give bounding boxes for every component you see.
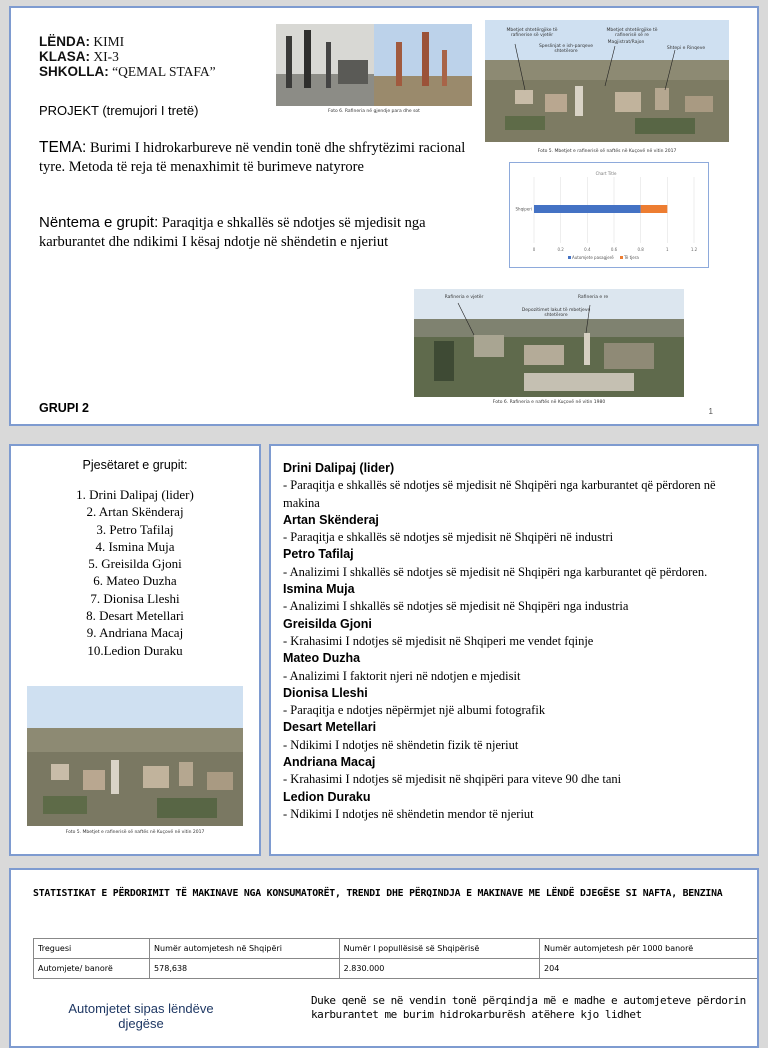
- member-item: 3. Petro Tafilaj: [96, 521, 174, 537]
- kucove-1980-caption: Foto 6. Rafineria e naftës në Kuçovë në vitin 1980: [492, 400, 606, 405]
- role-name: Andriana Macaj: [283, 755, 376, 770]
- role-item: [283, 581, 753, 616]
- role-name: Dionisa Lleshi: [283, 685, 368, 700]
- member-item: 10.Ledion Duraku: [87, 642, 183, 658]
- role-name: Ledion Duraku: [283, 789, 371, 804]
- shkolla-label: SHKOLLA:: [39, 64, 109, 79]
- role-task: - Paraqitja e shkallës së ndotjes së mjedisit në Shqipëri nga karburantet që përdoren në makina: [283, 478, 716, 510]
- lenda-value: KIMI: [93, 34, 125, 49]
- member-item: 8. Desart Metellari: [86, 608, 184, 624]
- member-item: 6. Mateo Duzha: [93, 573, 177, 589]
- slide-title: [9, 6, 759, 426]
- slide-roles: [269, 444, 759, 856]
- kucove-1980-photo: [414, 289, 684, 397]
- role-item: [283, 460, 753, 512]
- table-row: [34, 959, 759, 979]
- members-list: [11, 486, 259, 659]
- fuel-chart-svg: [510, 163, 708, 267]
- legend-swatch: [568, 256, 571, 259]
- fuel-type-chart: [509, 162, 709, 268]
- legend-label: Të tjera: [624, 255, 639, 260]
- role-item: [283, 754, 753, 789]
- group-label: GRUPI 2: [39, 401, 90, 415]
- member-item: 2. Artan Skënderaj: [86, 504, 184, 520]
- photo2-label-2: Mbetjet shtetërgjike të rafinerisë së re: [606, 28, 658, 38]
- role-name: Greisilda Gjoni: [283, 616, 372, 631]
- role-task: - Paraqitja e shkallës së ndotjes së mjedisit në Shqipëri në industri: [283, 530, 614, 545]
- role-item: [283, 685, 753, 720]
- member-item: 4. Ismina Muja: [95, 538, 175, 554]
- photo3-label-2: Rafineria e re: [577, 295, 609, 300]
- photo3-label-1: Rafineria e vjetër: [444, 295, 484, 300]
- role-item: [283, 546, 753, 581]
- members-photo-caption: Foto 5. Mbetjet e rafinerisë së naftës në Kuçovë në vitin 2017: [65, 830, 205, 835]
- topic-text: Burimi I hidrokarbureve në vendin tonë dhe shfrytëzimi racional tyre. Metoda të reja të menaxhimit të burimeve natyrore: [39, 140, 466, 175]
- project-label: PROJEKT (tremujori I tretë): [39, 103, 199, 118]
- slide-statistics: [9, 868, 759, 1048]
- role-item: [283, 650, 753, 685]
- table-header-cell: Treguesi: [34, 939, 150, 959]
- subtopic-text: Paraqitja e shkallës së ndotjes së mjedisit nga karburantet dhe ndikimi I kësaj ndotje në shëndetin e njeriut: [39, 215, 426, 250]
- slide-members: [9, 444, 261, 856]
- x-tick-label: 1.2: [690, 247, 698, 252]
- role-name: Ismina Muja: [283, 582, 355, 597]
- member-item: 7. Dionisa Lleshi: [90, 590, 180, 606]
- page-number: 1: [708, 407, 713, 416]
- kucove-2017-photo: [485, 20, 729, 142]
- member-item: 9. Andriana Macaj: [86, 625, 184, 641]
- member-item: 1. Drini Dalipaj (lider): [76, 487, 194, 502]
- role-item: [283, 616, 753, 651]
- bar-other: [641, 205, 668, 213]
- role-task: - Analizimi I faktorit njeri në ndotjen e mjedisit: [283, 668, 521, 683]
- roles-list: [283, 460, 753, 823]
- statistics-title: STATISTIKAT E PËRDORIMIT TË MAKINAVE NGA KONSUMATORËT, TRENDI DHE PËRQINDJA E MAKINAVE ME LËNDË DJEGËSE SI NAFTA, BENZINA: [33, 888, 723, 899]
- role-item: [283, 789, 753, 824]
- refinery-then-now-caption: Foto 6. Rafineria në gjendje para dhe sot: [328, 109, 420, 114]
- table-header-row: [34, 939, 759, 959]
- member-item: 5. Greisilda Gjoni: [88, 556, 182, 572]
- klasa-label: KLASA:: [39, 49, 90, 64]
- role-task: - Analizimi I shkallës së ndotjes së mjedisit në Shqipëri nga industria: [283, 599, 629, 614]
- photo2-label-3: Speslinjat e ish-parqeve shtetërore: [538, 44, 594, 54]
- category-label: Shqiperi: [515, 206, 532, 212]
- role-task: - Analizimi I shkallës së ndotjes së mjedisit në Shqipëri nga karburantet që përdoren.: [283, 564, 708, 579]
- role-name: Artan Skënderaj: [283, 512, 379, 527]
- role-name: Desart Metellari: [283, 720, 377, 735]
- fuel-chart-heading: Automjetet sipas lëndëve djegëse: [68, 1001, 214, 1031]
- role-task: - Ndikimi I ndotjes në shëndetin mendor të njeriut: [283, 806, 534, 821]
- table-header-cell: Numër automjetesh në Shqipëri: [150, 939, 340, 959]
- table-cell: 2.830.000: [339, 959, 539, 979]
- table-header-cell: Numër automjetesh për 1000 banorë: [540, 939, 759, 959]
- table-cell: 204: [540, 959, 759, 979]
- members-town-photo: [27, 686, 243, 826]
- role-name: Drini Dalipaj (lider): [283, 461, 395, 475]
- role-name: Mateo Duzha: [283, 651, 361, 666]
- role-task: - Krahasimi I ndotjes së mjedisit në Shqiperi me vendet fqinje: [283, 633, 594, 648]
- statistics-paragraph: Duke qenë se në vendin tonë përqindja më e madhe e automjeteve përdorin karburantet me burim hidrokarburësh atëhere kjo lidhet: [311, 994, 746, 1021]
- photo2-label-1: Mbetjet shtetërgjike të rafinerise së vjetër: [506, 28, 558, 38]
- x-tick-label: 0.6: [610, 247, 618, 252]
- bar-passenger: [534, 205, 641, 213]
- role-task: - Ndikimi I ndotjes në shëndetin fizik të njeriut: [283, 737, 519, 752]
- x-tick-label: 0.8: [637, 247, 644, 252]
- klasa-value: XI-3: [93, 49, 119, 64]
- legend-label: Automjete pasagjerë: [572, 255, 614, 260]
- x-tick-label: 1: [666, 247, 669, 252]
- subtopic: [39, 213, 484, 252]
- photo2-label-4: Magjistrat/Rajon: [607, 40, 645, 45]
- x-tick-label: 0: [532, 247, 536, 252]
- role-name: Petro Tafilaj: [283, 547, 354, 562]
- shkolla-value: “QEMAL STAFA”: [112, 64, 216, 79]
- kucove-2017-caption: Foto 5. Mbetjet e rafinerisë së naftës në Kuçovë në vitin 2017: [537, 149, 677, 154]
- x-tick-label: 0.4: [584, 247, 591, 252]
- chart-title: Chart Title: [595, 171, 617, 176]
- table-cell: 578,638: [150, 959, 340, 979]
- role-task: - Krahasimi I ndotjes së mjedisit në shqipëri para viteve 90 dhe tani: [283, 772, 622, 787]
- role-item: [283, 512, 753, 547]
- role-item: [283, 719, 753, 754]
- members-title: Pjesëtaret e grupit:: [82, 458, 188, 472]
- lenda-label: LËNDA:: [39, 34, 90, 49]
- legend-swatch: [620, 256, 623, 259]
- course-info: [39, 34, 216, 79]
- refinery-then-now-photo: [276, 24, 472, 106]
- table-header-cell: Numër I popullësisë së Shqipërisë: [339, 939, 539, 959]
- photo2-label-5: Shtepi e Rinqeve: [666, 46, 706, 51]
- table-cell: Automjete/ banorë: [34, 959, 150, 979]
- statistics-table: [33, 938, 759, 979]
- topic-label: TEMA:: [39, 139, 87, 156]
- x-tick-label: 0.2: [557, 247, 564, 252]
- photo3-label-3: Depozitimet lakut të mbetjeve shtetërore: [521, 308, 591, 318]
- topic: [39, 138, 479, 177]
- subtopic-label: Nëntema e grupit:: [39, 214, 159, 231]
- role-task: - Paraqitja e ndotjes nëpërmjet një albumi fotografik: [283, 703, 546, 718]
